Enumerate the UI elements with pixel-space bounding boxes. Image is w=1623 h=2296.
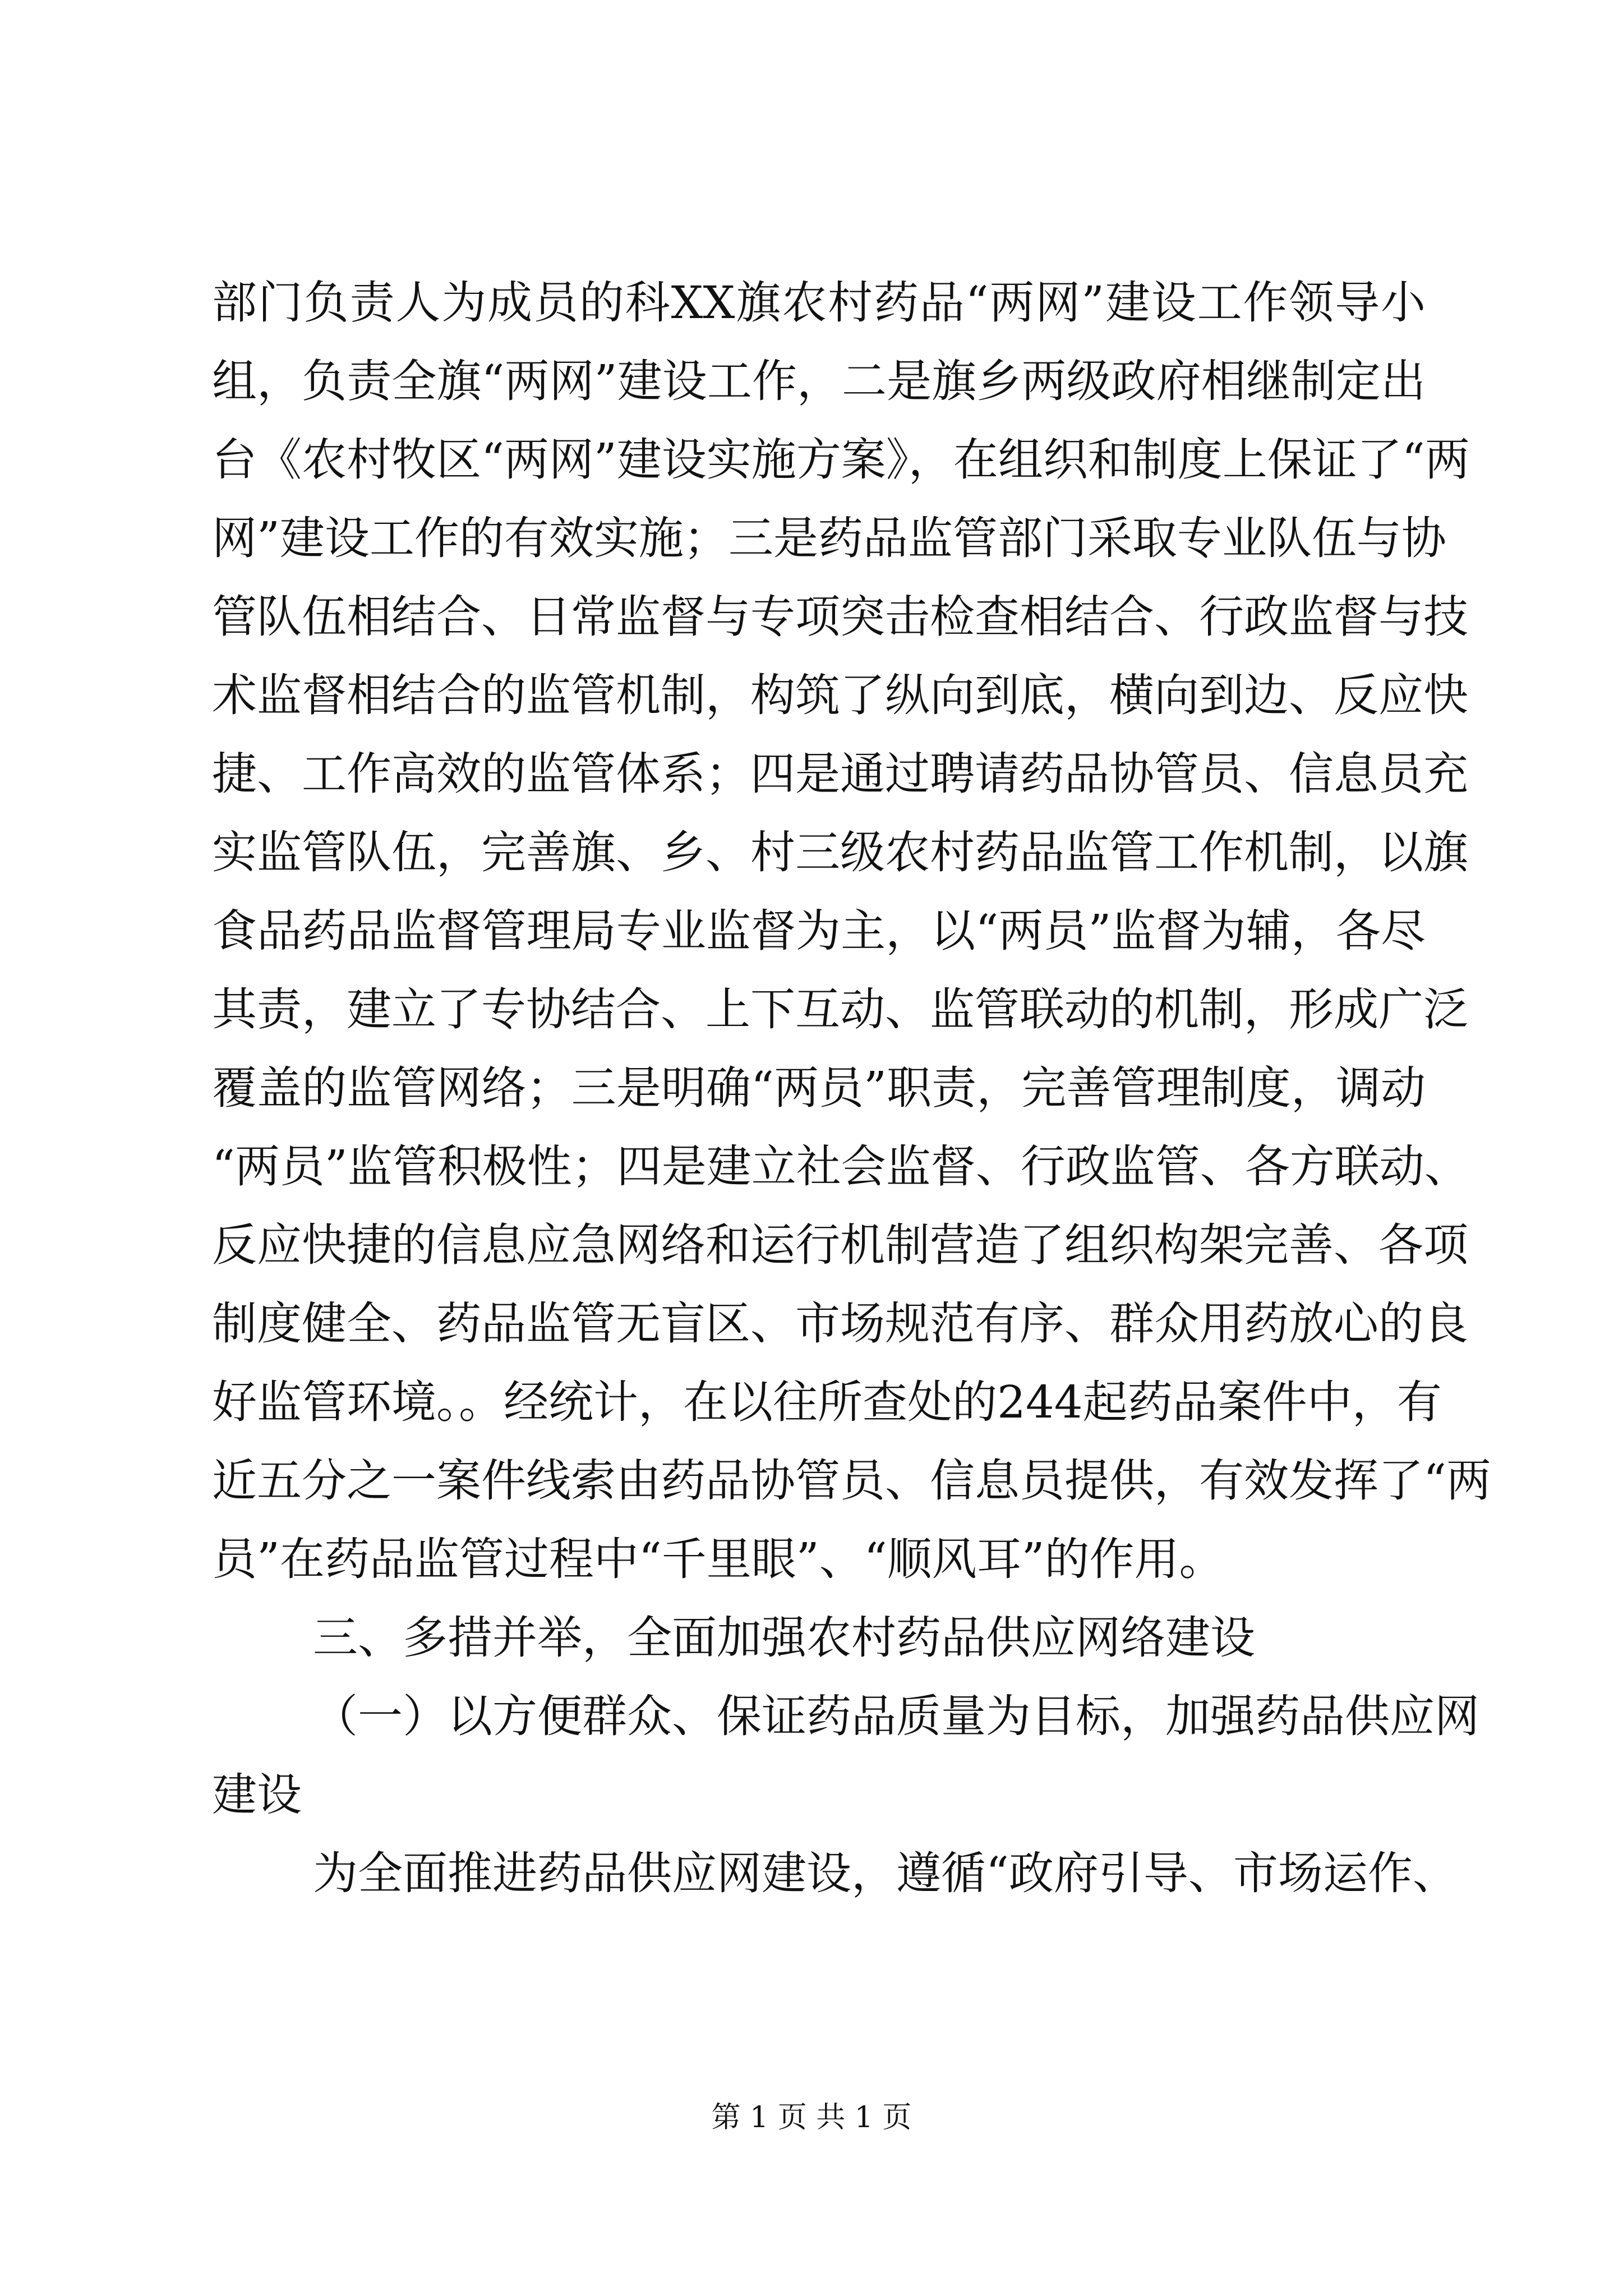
text-line: 覆盖的监管网络；三是明确“两员”职责，完善管理制度，调动: [212, 1062, 1426, 1114]
text-line: 部门负责人为成员的科XX旗农村药品“两网”建设工作领导小: [212, 277, 1426, 329]
text-line: 好监管环境。。经统计，在以往所查处的244起药品案件中，有: [212, 1376, 1442, 1428]
page-footer: 第 1 页 共 1 页: [711, 2101, 912, 2134]
text-line: 近五分之一案件线索由药品协管员、信息员提供，有效发挥了“两: [212, 1455, 1491, 1507]
text-line: 反应快捷的信息应急网络和运行机制营造了组织构架完善、各项: [212, 1219, 1468, 1271]
text-line: 为全面推进药品供应网建设，遵循“政府引导、市场运作、: [313, 1847, 1458, 1899]
text-line: 实监管队伍，完善旗、乡、村三级农村药品监管工作机制，以旗: [212, 826, 1468, 878]
text-line: 制度健全、药品监管无盲区、市场规范有序、群众用药放心的良: [212, 1297, 1468, 1350]
text-line: 网”建设工作的有效实施；三是药品监管部门采取专业队伍与协: [212, 512, 1446, 564]
text-line: 管队伍相结合、日常监督与专项突击检查相结合、行政监督与技: [212, 591, 1468, 643]
text-line: 其责，建立了专协结合、上下互动、监管联动的机制，形成广泛: [212, 983, 1468, 1036]
text-line: 三、多措并举，全面加强农村药品供应网络建设: [313, 1612, 1255, 1664]
text-line: 组，负责全旗“两网”建设工作，二是旗乡两级政府相继制定出: [212, 355, 1426, 407]
body-text: [212, 264, 1491, 1913]
text-line: 员”在药品监管过程中“千里眼”、“顺风耳”的作用。: [212, 1533, 1224, 1585]
text-line: 食品药品监督管理局专业监督为主，以“两员”监督为辅，各尽: [212, 905, 1426, 957]
text-line: “两员”监管积极性；四是建立社会监督、行政监管、各方联动、: [212, 1140, 1469, 1193]
text-line: 捷、工作高效的监管体系；四是通过聘请药品协管员、信息员充: [212, 748, 1468, 800]
text-line: （一）以方便群众、保证药品质量为目标，加强药品供应网: [313, 1690, 1479, 1742]
text-line: 术监督相结合的监管机制，构筑了纵向到底，横向到边、反应快: [212, 669, 1468, 721]
text-line: 建设: [212, 1769, 302, 1821]
text-line: 台《农村牧区“两网”建设实施方案》，在组织和制度上保证了“两: [212, 434, 1470, 486]
